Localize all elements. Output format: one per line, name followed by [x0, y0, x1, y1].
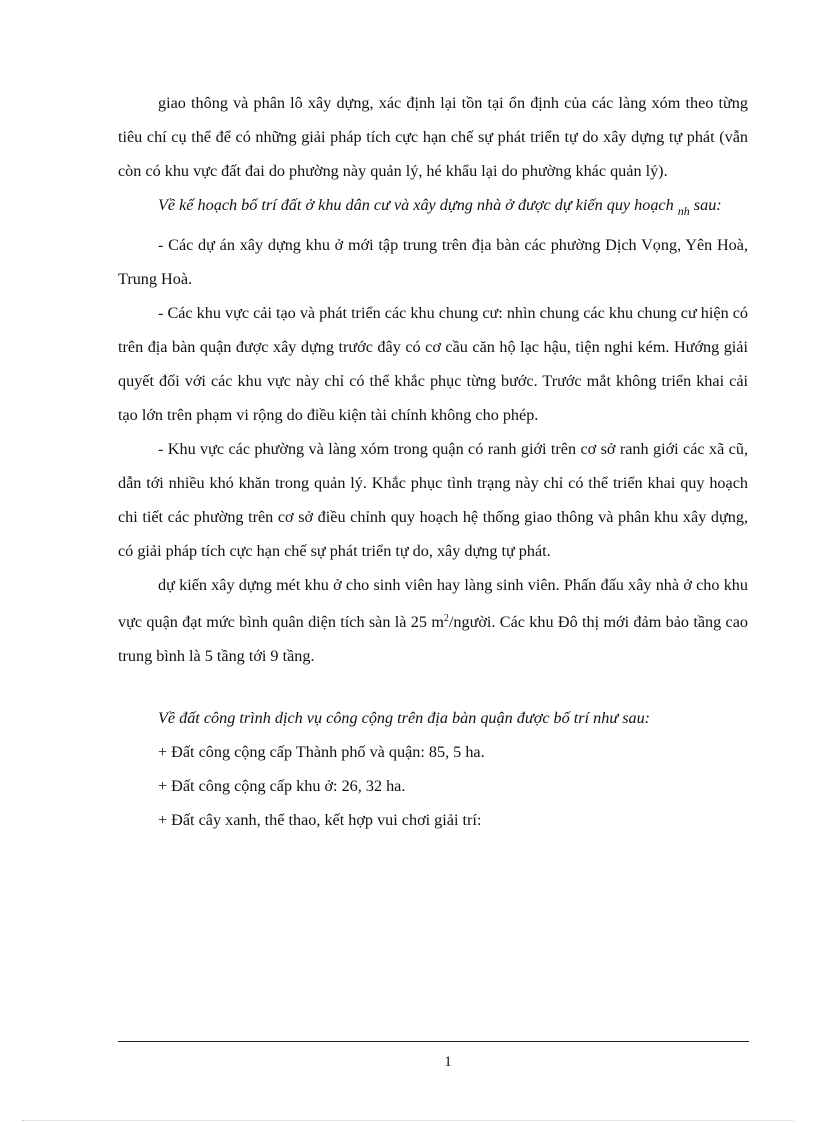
page-number: 1	[444, 1054, 452, 1070]
footer-divider	[118, 1041, 749, 1042]
housing-plan-text: Về kế hoạch bố trí đất ở khu dân cư và xây dựng nhà ở được dự kiến quy hoạch	[158, 196, 674, 214]
list-item-city-public-land: + Đất công cộng cấp Thành phố và quận: 85, 5 ha.	[158, 743, 485, 761]
paragraph-public-services-heading: Về đất công trình dịch vụ công cộng trên địa bàn quận được bố trí như sau:	[158, 709, 651, 727]
paragraph-new-residential-projects: - Các dự án xây dựng khu ở mới tập trung trên địa bàn các phường Dịch Vọng, Yên Hoà, Trung Hoà.	[118, 236, 748, 288]
housing-plan-suffix: sau:	[693, 196, 722, 214]
paragraph-housing-plan-heading	[118, 188, 748, 228]
list-item-green-space-land: + Đất cây xanh, thể thao, kết hợp vui chơi giải trí:	[158, 811, 482, 829]
paragraph-spacer	[118, 673, 748, 701]
paragraph-student-housing	[118, 568, 748, 673]
student-housing-suffix: /người. Các khu Đô thị mới đảm bảo tầng cao trung bình là 5 tầng tới 9 tầng.	[118, 613, 748, 665]
list-item-area-public-land: + Đất công cộng cấp khu ở: 26, 32 ha.	[158, 777, 406, 795]
student-housing-text: dự kiến xây dựng mét khu ở cho sinh viên hay làng sinh viên. Phấn đấu xây nhà ở cho khu vực quận đạt mức bình quân diện tích sàn là 25 m	[118, 576, 748, 631]
paragraph-planning-villages: giao thông và phân lô xây dựng, xác định lại tồn tại ổn định của các làng xóm theo từng tiêu chí cụ thể để có những giải pháp tích cực hạn chế sự phát triển tự do xây dựng tự phát (vẫn còn có khu vực đất đai do phường này quản lý, hé khẩu lại do phường khác quản lý).	[118, 94, 748, 180]
paragraph-ward-boundaries: - Khu vực các phường và làng xóm trong quận có ranh giới trên cơ sở ranh giới các xã cũ, dẫn tới nhiều khó khăn trong quản lý. Khắc phục tình trạng này chỉ có thể triển khai quy hoạch chi tiết các phường trên cơ sở điều chỉnh quy hoạch hệ thống giao thông và phân khu xây dựng, có giải pháp tích cực hạn chế sự phát triển tự do, xây dựng tự phát.	[118, 440, 748, 560]
housing-plan-subscript: nh	[677, 204, 690, 218]
area-unit-superscript: 2	[443, 613, 449, 624]
document-body	[118, 86, 748, 837]
paragraph-apartment-renovation: - Các khu vực cải tạo và phát triển các khu chung cư: nhìn chung các khu chung cư hiện có trên địa bàn quận được xây dựng trước đây có cơ cầu căn hộ lạc hậu, tiện nghi kém. Hướng giải quyết đối với các khu vực này chỉ có thể khắc phục từng bước. Trước mắt không triển khai cải tạo lớn trên phạm vi rộng do điều kiện tài chính không cho phép.	[118, 304, 748, 424]
page-bottom-edge	[22, 1120, 794, 1121]
